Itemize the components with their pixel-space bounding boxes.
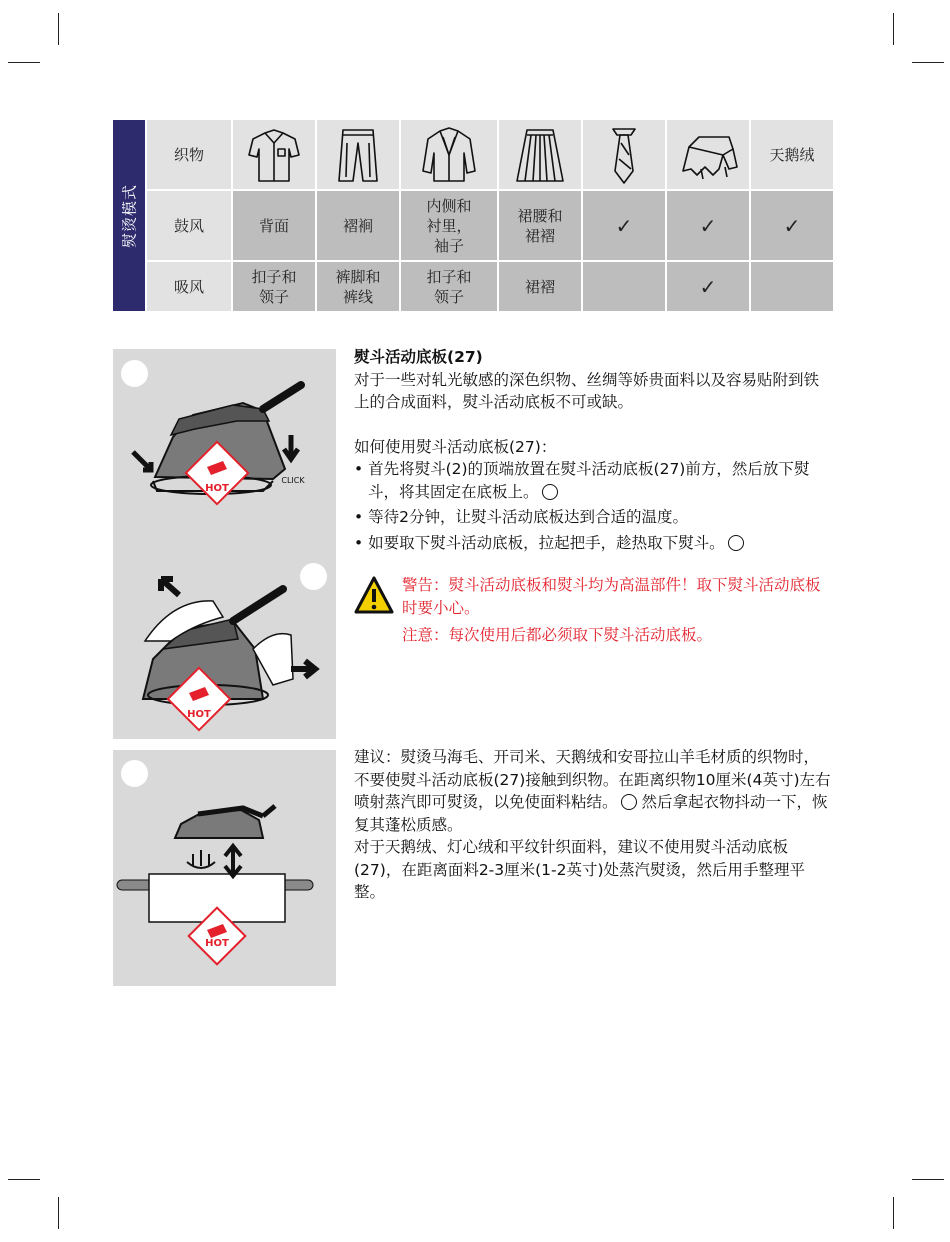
section-title: 熨斗活动底板(27) — [354, 348, 483, 366]
tablecloth-icon — [667, 120, 749, 189]
iron-attach-illustration — [113, 349, 336, 739]
step-ref-circle-icon — [542, 484, 558, 500]
blow-cell-velvet: ✓ — [751, 191, 833, 260]
crop-mark — [893, 13, 894, 45]
header-velvet: 天鹅绒 — [751, 120, 833, 189]
suction-cell-velvet — [751, 262, 833, 311]
blow-cell-shirt: 背面 — [233, 191, 315, 260]
steam-distance-illustration — [113, 750, 336, 986]
suction-cell-skirt: 裙褶 — [499, 262, 581, 311]
illustration-panel-steam — [113, 750, 336, 986]
blow-cell-skirt: 裙腰和 裙褶 — [499, 191, 581, 260]
advice-paragraph: 建议：熨烫马海毛、开司米、天鹅绒和安哥拉山羊毛材质的织物时，不要使熨斗活动底板(27)接触到织物。在距离织物10厘米(4英寸)左右喷射蒸汽即可熨烫，以免使面料粘结。 然后拿起衣物抖动一下，恢复其蓬松质感。 — [354, 748, 831, 834]
howto-heading: 如何使用熨斗活动底板(27)： — [354, 437, 557, 456]
svg-text:CLICK: CLICK — [281, 476, 305, 485]
row-label-fabric: 织物 — [147, 120, 231, 189]
intro-paragraph: 对于一些对轧光敏感的深色织物、丝绸等娇贵面料以及容易贴附到铁上的合成面料，熨斗活动底板不可或缺。 — [354, 370, 820, 411]
list-item: • 如要取下熨斗活动底板，拉起把手，趁热取下熨斗。 — [354, 532, 834, 555]
suction-cell-tie — [583, 262, 665, 311]
suction-cell-jacket: 扣子和 领子 — [401, 262, 497, 311]
note-text: 注意：每次使用后都必须取下熨斗活动底板。 — [402, 626, 713, 644]
skirt-icon — [499, 120, 581, 189]
soleplate-section — [354, 346, 834, 554]
tie-icon — [583, 120, 665, 189]
crop-mark — [893, 1197, 894, 1229]
trousers-icon — [317, 120, 399, 189]
warning-text: 警告：熨斗活动底板和熨斗均为高温部件！取下熨斗活动底板时要小心。 — [402, 576, 821, 617]
side-label: 熨烫模式 — [113, 120, 145, 311]
crop-mark — [58, 13, 59, 45]
list-item: • 首先将熨斗(2)的顶端放置在熨斗活动底板(27)前方，然后放下熨斗，将其固定在底板上。 — [354, 460, 810, 501]
svg-text:HOT: HOT — [187, 709, 211, 720]
crop-mark — [58, 1197, 59, 1229]
crop-mark — [912, 62, 944, 63]
list-item: • 等待2分钟，让熨斗活动底板达到合适的温度。 — [354, 508, 688, 526]
blow-cell-trousers: 褶裥 — [317, 191, 399, 260]
illustration-panel-soleplate — [113, 349, 336, 739]
suction-cell-tablecloth: ✓ — [667, 262, 749, 311]
shirt-icon — [233, 120, 315, 189]
blow-cell-tie: ✓ — [583, 191, 665, 260]
svg-text:HOT: HOT — [205, 938, 229, 949]
blow-cell-tablecloth: ✓ — [667, 191, 749, 260]
step-ref-circle-icon — [621, 794, 637, 810]
suction-cell-trousers: 裤脚和 裤线 — [317, 262, 399, 311]
delicate-fabric-section — [354, 746, 834, 904]
row-label-blow: 鼓风 — [147, 191, 231, 260]
svg-text:HOT: HOT — [205, 483, 229, 494]
warning-triangle-icon — [353, 575, 395, 615]
crop-mark — [8, 62, 40, 63]
jacket-icon — [401, 120, 497, 189]
blow-cell-jacket: 内侧和 衬里， 袖子 — [401, 191, 497, 260]
suction-cell-shirt: 扣子和 领子 — [233, 262, 315, 311]
crop-mark — [912, 1179, 944, 1180]
step-ref-circle-icon — [728, 535, 744, 551]
row-label-suction: 吸风 — [147, 262, 231, 311]
crop-mark — [8, 1179, 40, 1180]
velvet-paragraph: 对于天鹅绒、灯心绒和平纹针织面料，建议不使用熨斗活动底板(27)，在距离面料2-3厘米(1-2英寸)处蒸汽熨烫，然后用手整理平整。 — [354, 838, 806, 901]
ironing-mode-table — [113, 120, 833, 311]
